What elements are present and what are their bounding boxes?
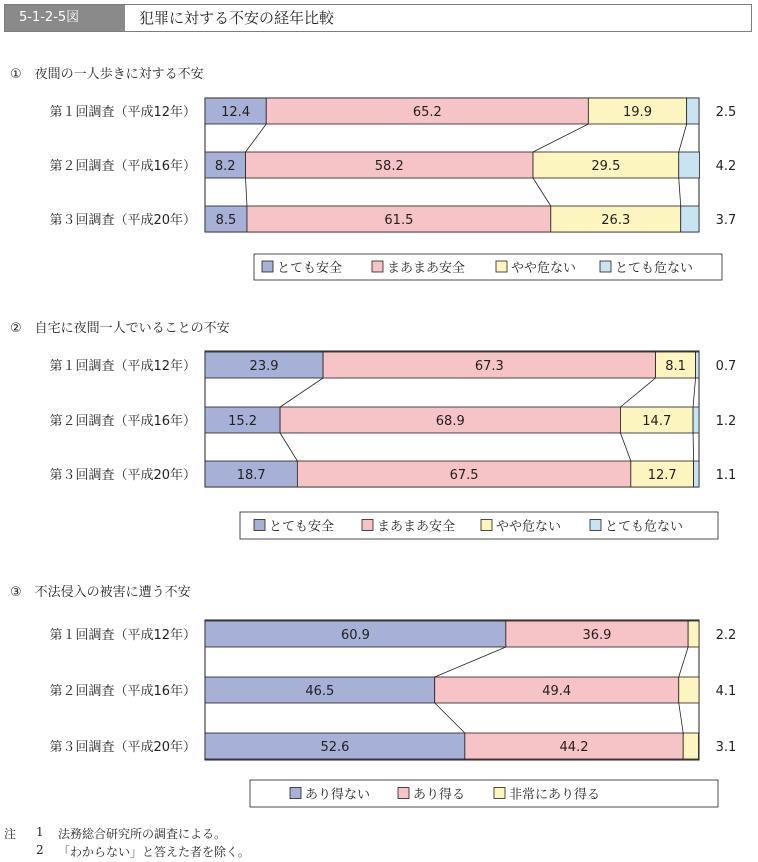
data-label: 8.5 bbox=[215, 213, 237, 228]
data-label: 3.7 bbox=[715, 213, 737, 228]
legend-swatch bbox=[254, 520, 265, 531]
data-label: 67.3 bbox=[474, 359, 504, 374]
legend-label: あり得る bbox=[413, 787, 466, 803]
data-label: 36.9 bbox=[582, 628, 612, 643]
category-label: 第１回調査（平成12年） bbox=[49, 359, 196, 374]
figure-title: 犯罪に対する不安の経年比較 bbox=[139, 9, 335, 27]
data-label: 0.7 bbox=[715, 359, 737, 374]
legend-label: とても危ない bbox=[615, 261, 694, 276]
bar-segment bbox=[679, 677, 699, 703]
note-1-text: 法務総合研究所の調査による。 bbox=[58, 827, 227, 841]
data-label: 60.9 bbox=[340, 628, 370, 643]
data-label: 1.1 bbox=[715, 468, 737, 483]
legend-label: まあまあ安全 bbox=[377, 519, 456, 535]
data-label: 8.1 bbox=[665, 359, 686, 374]
bar-segment bbox=[693, 407, 699, 433]
legend-label: やや危ない bbox=[511, 261, 577, 276]
bar-segment bbox=[683, 733, 698, 759]
bar-segment bbox=[696, 352, 699, 378]
category-label: 第２回調査（平成16年） bbox=[49, 414, 196, 429]
data-label: 15.2 bbox=[228, 414, 258, 429]
data-label: 65.2 bbox=[412, 105, 442, 120]
legend-label: 非常にあり得る bbox=[509, 787, 601, 803]
data-label: 8.2 bbox=[214, 159, 236, 174]
data-label: 49.4 bbox=[542, 684, 572, 699]
legend-swatch bbox=[496, 261, 507, 272]
legend-swatch bbox=[362, 520, 373, 531]
category-label: 第１回調査（平成12年） bbox=[49, 628, 196, 643]
data-label: 18.7 bbox=[236, 468, 266, 483]
category-label: 第１回調査（平成12年） bbox=[49, 105, 196, 120]
data-label: 26.3 bbox=[601, 213, 631, 228]
data-label: 2.2 bbox=[715, 628, 737, 643]
legend-label: とても安全 bbox=[277, 261, 343, 276]
note-lead: 注 bbox=[4, 827, 17, 841]
bar-segment bbox=[688, 621, 699, 647]
category-label: 第３回調査（平成20年） bbox=[49, 468, 196, 483]
legend-swatch bbox=[262, 261, 273, 272]
data-label: 1.2 bbox=[715, 414, 737, 429]
data-label: 12.4 bbox=[221, 105, 251, 120]
data-label: 61.5 bbox=[384, 213, 414, 228]
legend-swatch bbox=[494, 788, 505, 799]
legend-swatch bbox=[481, 520, 492, 531]
data-label: 2.5 bbox=[715, 105, 737, 120]
legend-label: あり得ない bbox=[305, 787, 371, 803]
note-2-text: 「わからない」と答えた者を除く。 bbox=[58, 845, 250, 859]
legend-swatch bbox=[600, 261, 611, 272]
data-label: 12.7 bbox=[647, 468, 677, 483]
legend-label: やや危ない bbox=[496, 519, 562, 535]
category-label: 第３回調査（平成20年） bbox=[49, 213, 196, 228]
data-label: 29.5 bbox=[591, 159, 621, 174]
legend-swatch bbox=[290, 788, 301, 799]
data-label: 46.5 bbox=[305, 684, 335, 699]
data-label: 4.2 bbox=[715, 159, 737, 174]
data-label: 4.1 bbox=[715, 684, 737, 699]
data-label: 58.2 bbox=[374, 159, 404, 174]
category-label: 第２回調査（平成16年） bbox=[49, 684, 196, 699]
data-label: 23.9 bbox=[249, 359, 279, 374]
legend-swatch bbox=[372, 261, 383, 272]
chart-title: ③ 不法侵入の被害に遭う不安 bbox=[10, 585, 191, 600]
chart-title: ② 自宅に夜間一人でいることの不安 bbox=[10, 321, 230, 336]
category-label: 第３回調査（平成20年） bbox=[49, 740, 196, 755]
bar-segment bbox=[687, 98, 699, 124]
legend-label: とても安全 bbox=[269, 519, 335, 535]
legend-swatch bbox=[398, 788, 409, 799]
data-label: 68.9 bbox=[435, 414, 465, 429]
figure-id: 5-1-2-5図 bbox=[5, 5, 125, 31]
data-label: 19.9 bbox=[623, 105, 652, 120]
data-label: 52.6 bbox=[320, 740, 350, 755]
note-2-number: 2 bbox=[36, 843, 44, 857]
chart-title: ① 夜間の一人歩きに対する不安 bbox=[10, 67, 204, 82]
note-1-number: 1 bbox=[36, 825, 44, 839]
category-label: 第２回調査（平成16年） bbox=[49, 159, 196, 174]
bar-segment bbox=[681, 206, 699, 232]
data-label: 3.1 bbox=[715, 740, 737, 755]
data-label: 67.5 bbox=[449, 468, 479, 483]
legend-label: まあまあ安全 bbox=[387, 261, 466, 276]
bar-segment bbox=[679, 152, 700, 178]
bar-segment bbox=[694, 461, 699, 487]
data-label: 44.2 bbox=[559, 740, 589, 755]
legend-label: とても危ない bbox=[605, 519, 684, 535]
legend-swatch bbox=[590, 520, 601, 531]
data-label: 14.7 bbox=[642, 414, 672, 429]
